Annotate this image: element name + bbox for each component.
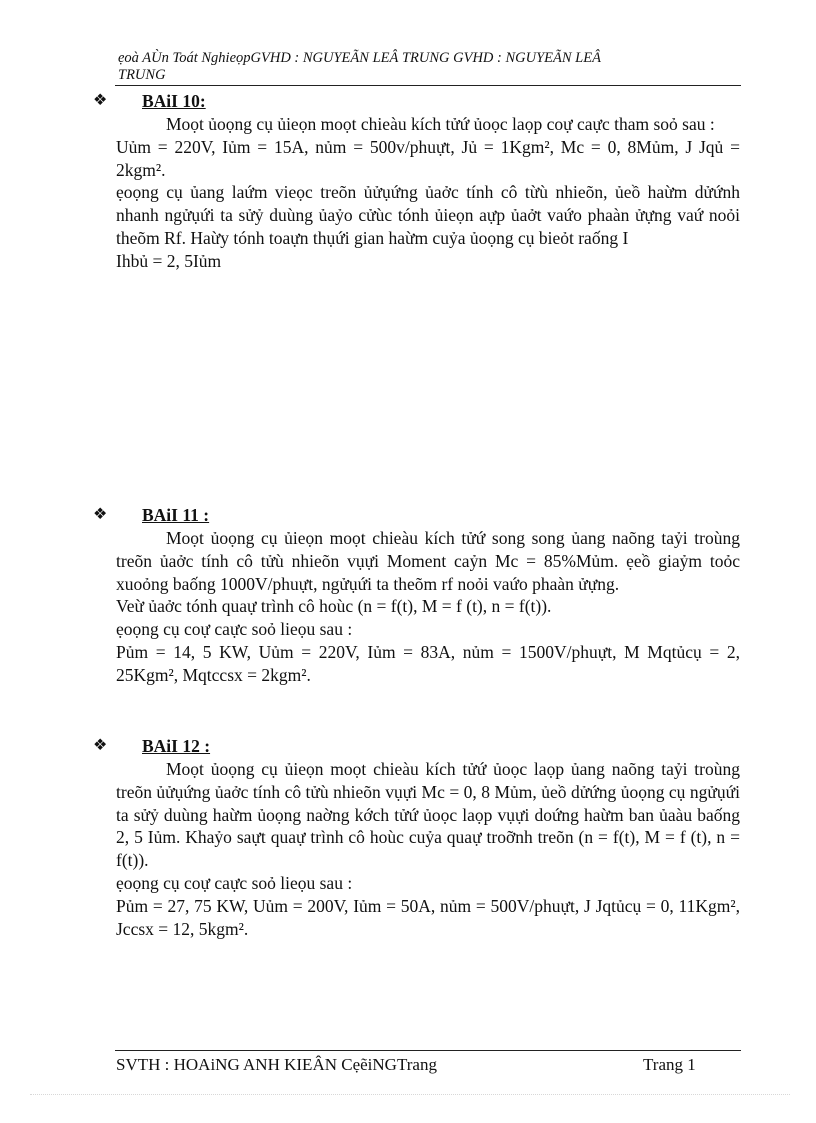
exercise-11 xyxy=(93,504,740,687)
exercise-12 xyxy=(93,735,740,940)
exercise-12-line-1: Moọt ủoọng cụ ủieọn moọt chieàu kích tửứ ủoọc laọp ủang naõng taỷi troùng treõn ủửụứng ủaởc tính cô tửù nhieõn vụựi Mc = 0, 8 Mủm, ủeồ dửứng ủoọng cụ ngửụứi ta sửỷ duùng haừm ủoọng naờng kớch tửứ ủoọc laọp vụựi doứng haừm ban ủaàu baống 2, 5 Iủm. Khaỷo saựt quaự trình cô hoùc cuỷa quaự troỡnh treõn (n = f(t), M = f (t), n = f(t)). xyxy=(116,759,740,871)
exercise-10-line-2: Uủm = 220V, Iủm = 15A, nủm = 500v/phuựt, Jủ = 1Kgm², Mc = 0, 8Mủm, J Jqủ = 2kgm². xyxy=(116,136,740,180)
exercise-11-line-1: Moọt ủoọng cụ ủieọn moọt chieàu kích tửứ song song ủang naõng taỷi troùng treõn ủaởc tính cô tửù nhieõn vụựi Moment caỷn Mc = 85%Mủm. ẹeồ giaỷm toỏc xuoỏng baống 1000V/phuựt, ngửụứi ta theõm rf noỏi vaứo phaàn ửựng. xyxy=(116,528,740,594)
diamond-bullet-icon: ❖ xyxy=(93,92,108,109)
exercise-11-line-2: Veừ ủaởc tónh quaự trình cô hoùc (n = f(t), M = f (t), n = f(t)). xyxy=(116,596,552,617)
exercise-12-line-3: Pủm = 27, 75 KW, Uủm = 200V, Iủm = 50A, nủm = 500V/phuựt, J Jqtủcụ = 0, 11Kgm², Jccsx = 12, 5kgm². xyxy=(116,895,740,939)
exercise-12-line-2: ẹoọng cụ coự caực soỏ lieọu sau : xyxy=(116,872,353,893)
header-line-2: TRUNG xyxy=(118,67,166,83)
footer-page-number: Trang 1 xyxy=(643,1055,696,1074)
page-header xyxy=(118,50,738,84)
diamond-bullet-icon: ❖ xyxy=(93,506,108,523)
exercise-10-title: BAiI 10: xyxy=(142,91,206,111)
exercise-10-line-1: Moọt ủoọng cụ ủieọn moọt chieàu kích tửứ ủoọc laọp coự caực tham soỏ sau : xyxy=(166,114,715,134)
diamond-bullet-icon: ❖ xyxy=(93,737,108,754)
exercise-11-line-4: Pủm = 14, 5 KW, Uủm = 220V, Iủm = 83A, nủm = 1500V/phuựt, M Mqtủcụ = 2, 25Kgm², Mqtccsx = 2kgm². xyxy=(116,641,740,685)
footer-rule xyxy=(115,1050,741,1051)
header-rule xyxy=(115,85,741,86)
exercise-10 xyxy=(93,90,740,273)
exercise-12-title: BAiI 12 : xyxy=(142,736,211,756)
exercise-10-line-4: Ihbủ = 2, 5Iủm xyxy=(116,250,222,271)
exercise-11-line-3: ẹoọng cụ coự caực soỏ lieọu sau : xyxy=(116,619,353,640)
exercise-11-title: BAiI 11 : xyxy=(142,505,210,525)
page-edge-divider xyxy=(30,1094,790,1095)
header-line-1: ẹoà AÙn Toát NghieọpGVHD : NGUYEÃN LEÂ TRUNG GVHD : NGUYEÃN LEÂ xyxy=(118,50,601,66)
footer-author: SVTH : HOAiNG ANH KIEÂN CẹẽiNGTrang xyxy=(116,1055,437,1074)
exercise-10-line-3: ẹoọng cụ ủang laứm vieọc treõn ủửụứng ủaởc tính cô từù nhieõn, ủeồ haừm dửứnh nhanh ngửụứi ta sửỷ duùng ủaỷo cửùc tónh ủieọn aựp ủaởt vaứo phaàn ửựng vaứ noỏi theõm Rf. Haừy tónh toaựn thụứi gian haừm cuỷa ủoọng cụ bieỏt raống I xyxy=(116,182,740,248)
